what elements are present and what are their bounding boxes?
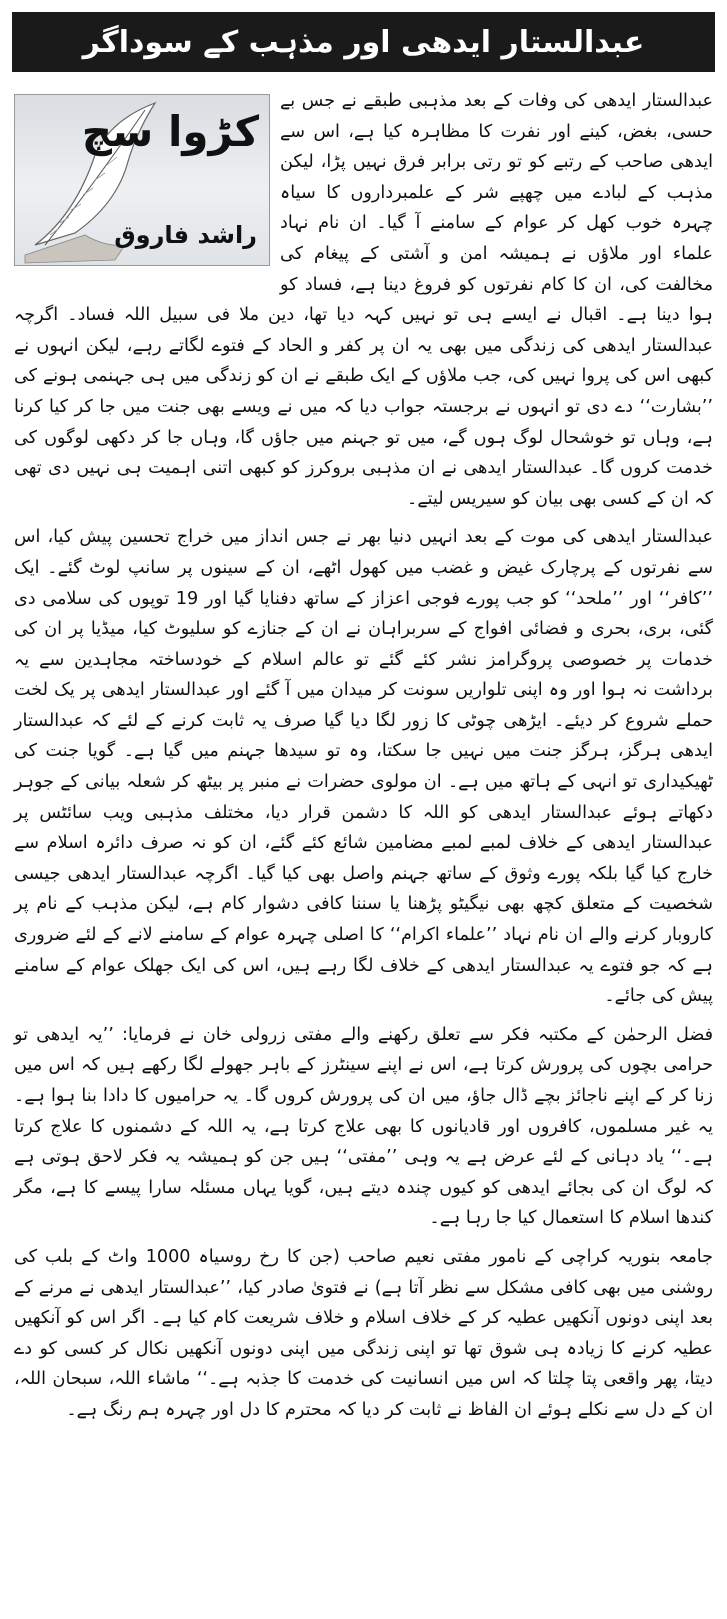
column-logo-image [14,94,270,266]
headline: عبدالستار ایدھی اور مذہب کے سوداگر [12,12,715,72]
paragraph-1-text: عبدالستار ایدھی کی وفات کے بعد مذہبی طبقے نے جس بے حسی، بغض، کینے اور نفرت کا مظاہرہ کیا ہے، اس سے ایدھی صاحب کے رتبے کو تو رتی برابر فرق نہیں پڑا، لیکن مذہب کے لبادے میں چھپے شر کے علمبرداروں کا سیاہ چہرہ خوب کھل کر عوام کے سامنے آ گیا۔ ان نام نہاد علماء اور ملاؤں نے ہمیشہ امن و آشتی کے پیغام کی مخالفت کی، ان کا کام نفرتوں کو فروغ دینا ہے، فساد کو ہوا دینا ہے۔ اقبال نے ایسے ہی تو نہیں کہہ دیا تھا، دین ملا فی سبیل اللہ فساد۔ اگرچہ عبدالستار ایدھی کی زندگی میں بھی یہ ان پر کفر و الحاد کے فتوے لگاتے رہے، لیکن انہوں نے کبھی اس کی پروا نہیں کی، جب ملاؤں کے ایک طبقے نے ان کو زندگی میں ہی جہنمی ہونے کی ’’بشارت‘‘ دے دی تو انہوں نے برجستہ جواب دیا کہ میں نے ویسے بھی جنت میں جا کر کیا کرنا ہے، وہاں تو خوشحال لوگ ہوں گے، میں تو جہنم میں جاؤں گا، وہاں جا کر دکھی لوگوں کی خدمت کروں گا۔ عبدالستار ایدھی نے ان مذہبی بروکرز کو کبھی اتنی اہمیت ہی نہیں دی تھی کہ ان کے کسی بھی بیان کو سیریس لیتے۔ [14,91,713,509]
paragraph-4: جامعہ بنوریہ کراچی کے نامور مفتی نعیم صاحب (جن کا رخ روسیاہ 1000 واٹ کے بلب کی روشنی میں بھی کافی مشکل سے نظر آتا ہے) نے فتویٰ صادر کیا، ’’عبدالستار ایدھی نے مرنے کے بعد اپنی دونوں آنکھیں عطیہ کر کے خلاف اسلام و خلاف شریعت کام کیا ہے۔ اگر اس کو آنکھیں عطیہ کرنے کا زیادہ ہی شوق تھا تو اپنی زندگی میں اپنی دونوں آنکھیں نکال کر کسی کو دے دیتا، پھر واقعی پتا چلتا کہ اس میں انسانیت کی خدمت کا جذبہ ہے۔‘‘ ماشاء اللہ، سبحان اللہ، ان کے دل سے نکلے ہوئے ان الفاظ نے ثابت کر دیا کہ محترم کا دل اور چہرہ ہم رنگ ہے۔ [14,1246,713,1420]
column-author: راشد فاروق [114,221,257,250]
column-name: کڑوا سچ [81,107,259,156]
paragraph-3: فضل الرحمٰن کے مکتبہ فکر سے تعلق رکھنے والے مفتی زرولی خان نے فرمایا: ’’یہ ایدھی تو حرامی بچوں کی پرورش کرتا ہے، اس نے اپنے سینٹرز کے باہر جھولے لگا رکھے ہیں کہ اس میں زنا کر کے اپنے ناجائز بچے ڈال جاؤ، میں ان کی پرورش کروں گا۔ یہ حرامیوں کا دادا بنا ہوا ہے۔ یہ غیر مسلموں، کافروں اور قادیانوں کا بھی علاج کرتا ہے، یہ اللہ کے دشمنوں کا علاج کرتا ہے۔‘‘ یاد دہانی کے لئے عرض ہے یہ وہی ’’مفتی‘‘ ہیں جن کو ہمیشہ یہ فکر لاحق ہوتی ہے کہ لوگ ان کی بجائے ایدھی کو کیوں چندہ دیتے ہیں، گویا یہاں مسئلہ سارا پیسے کا ہے، مگر کندھا اسلام کا استعمال کیا جا رہا ہے۔ [14,1024,713,1229]
paragraph-2: عبدالستار ایدھی کی موت کے بعد انہیں دنیا بھر نے جس انداز میں خراج تحسین پیش کیا، اس سے نفرتوں کے پرچارک غیض و غضب میں کھول اٹھے، ان کے سینوں پر سانپ لوٹ گئے۔ ایک ’’کافر‘‘ اور ’’ملحد‘‘ کو جب پورے فوجی اعزاز کے ساتھ دفنایا گیا اور 19 توپوں کی سلامی دی گئی، بری، بحری و فضائی افواج کے سربراہان نے ان کے جنازے کو سلیوٹ کیا، میڈیا پر ان کی خدمات پر خصوصی پروگرامز نشر کئے گئے تو عالم اسلام کے خودساختہ مجاہدین سے یہ برداشت نہ ہوا اور وہ اپنی تلواریں سونت کر میدان میں آ گئے اور عبدالستار ایدھی پر یک لخت حملے شروع کر دیئے۔ ایڑھی چوٹی کا زور لگا دیا گیا صرف یہ ثابت کرنے کے لئے کہ عبدالستار ایدھی ہرگز، ہرگز جنت میں نہیں جا سکتا، وہ تو سیدھا جہنم میں گیا ہے۔ گویا جنت کی ٹھیکیداری تو انہی کے ہاتھ میں ہے۔ ان مولوی حضرات نے منبر پر بیٹھ کر شعلہ بیانی کے جوہر دکھاتے ہوئے عبدالستار ایدھی کو اللہ کا دشمن قرار دیا، مختلف مذہبی ویب سائٹس پر عبدالستار ایدھی کے خلاف لمبے لمبے مضامین شائع کئے گئے، ان کو نہ صرف دائرہ اسلام سے خارج کیا گیا بلکہ پورے وثوق کے ساتھ جہنم واصل بھی کیا گیا۔ اگرچہ عبدالستار ایدھی جیسی شخصیت کے متعلق کچھ بھی نیگیٹو پڑھنا یا سننا کافی دشوار کام ہے، لیکن مذہب کے نام پر کاروبار کرنے والے ان نام نہاد ’’علماء اکرام‘‘ کا اصلی چہرہ عوام کے سامنے لانے کے لئے ضروری ہے کہ جو فتوے یہ عبدالستار ایدھی کے خلاف لگا رہے ہیں، اس کی ایک جھلک عوام کے سامنے پیش کی جائے۔ [14,527,713,1007]
article-body [14,86,713,1611]
paragraph-1 [14,86,713,514]
